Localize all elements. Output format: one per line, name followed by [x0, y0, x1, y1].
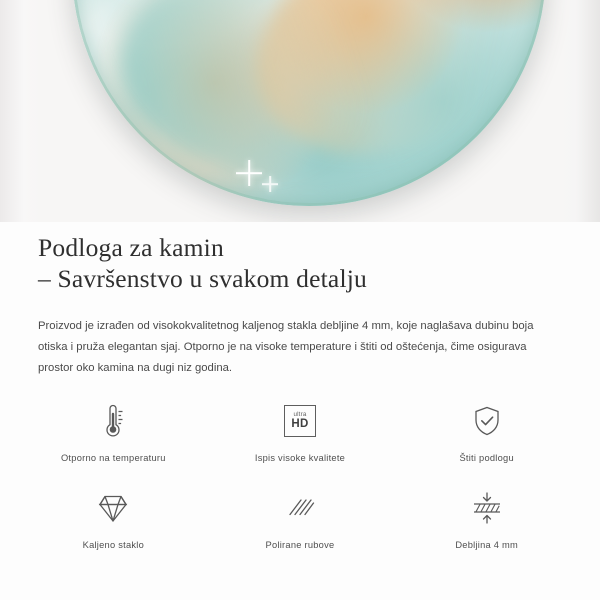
ultra-hd-badge-top: ultra [293, 410, 307, 418]
description-paragraph: Proizvod je izrađen od visokokvalitetnog kaljenog stakla debljine 4 mm, koje naglašava dubinu boja otiska i pruža elegantan sjaj. Otporno je na visoke temperature i štiti od oštećenja, čime osigurava prostor oko kamina na dugi niz godina. [38, 320, 534, 374]
thermometer-icon [91, 398, 135, 444]
feature-label: Štiti podlogu [459, 453, 514, 463]
feature-label: Polirane rubove [265, 540, 335, 550]
feature-item-temperature [20, 398, 207, 463]
text-block [38, 232, 566, 379]
hero-edge-right [560, 0, 600, 222]
feature-item-polished-edges [207, 485, 394, 550]
feature-item-tempered-glass [20, 485, 207, 550]
ultra-hd-icon [284, 398, 316, 444]
ultra-hd-badge-main: HD [291, 417, 309, 430]
polished-edges-icon [278, 485, 322, 531]
diamond-icon [91, 485, 135, 531]
headline-line-1: Podloga za kamin [38, 233, 224, 262]
glass-plate-image [72, 0, 546, 206]
hero-edge-left [0, 0, 40, 222]
headline-line-2: – Savršenstvo u svakom detalju [38, 264, 367, 293]
thickness-arrows-icon [465, 485, 509, 531]
feature-item-print-quality [207, 398, 394, 463]
feature-item-surface-protection [393, 398, 580, 463]
feature-item-thickness [393, 485, 580, 550]
shield-check-icon [465, 398, 509, 444]
hero-image [0, 0, 600, 222]
feature-label: Otporno na temperaturu [60, 453, 166, 463]
feature-label: Ispis visoke kvalitete [254, 453, 346, 463]
feature-label: Kaljeno staklo [82, 540, 145, 550]
feature-label: Debljina 4 mm [455, 540, 518, 550]
page-title [38, 232, 566, 294]
feature-grid [20, 398, 580, 550]
